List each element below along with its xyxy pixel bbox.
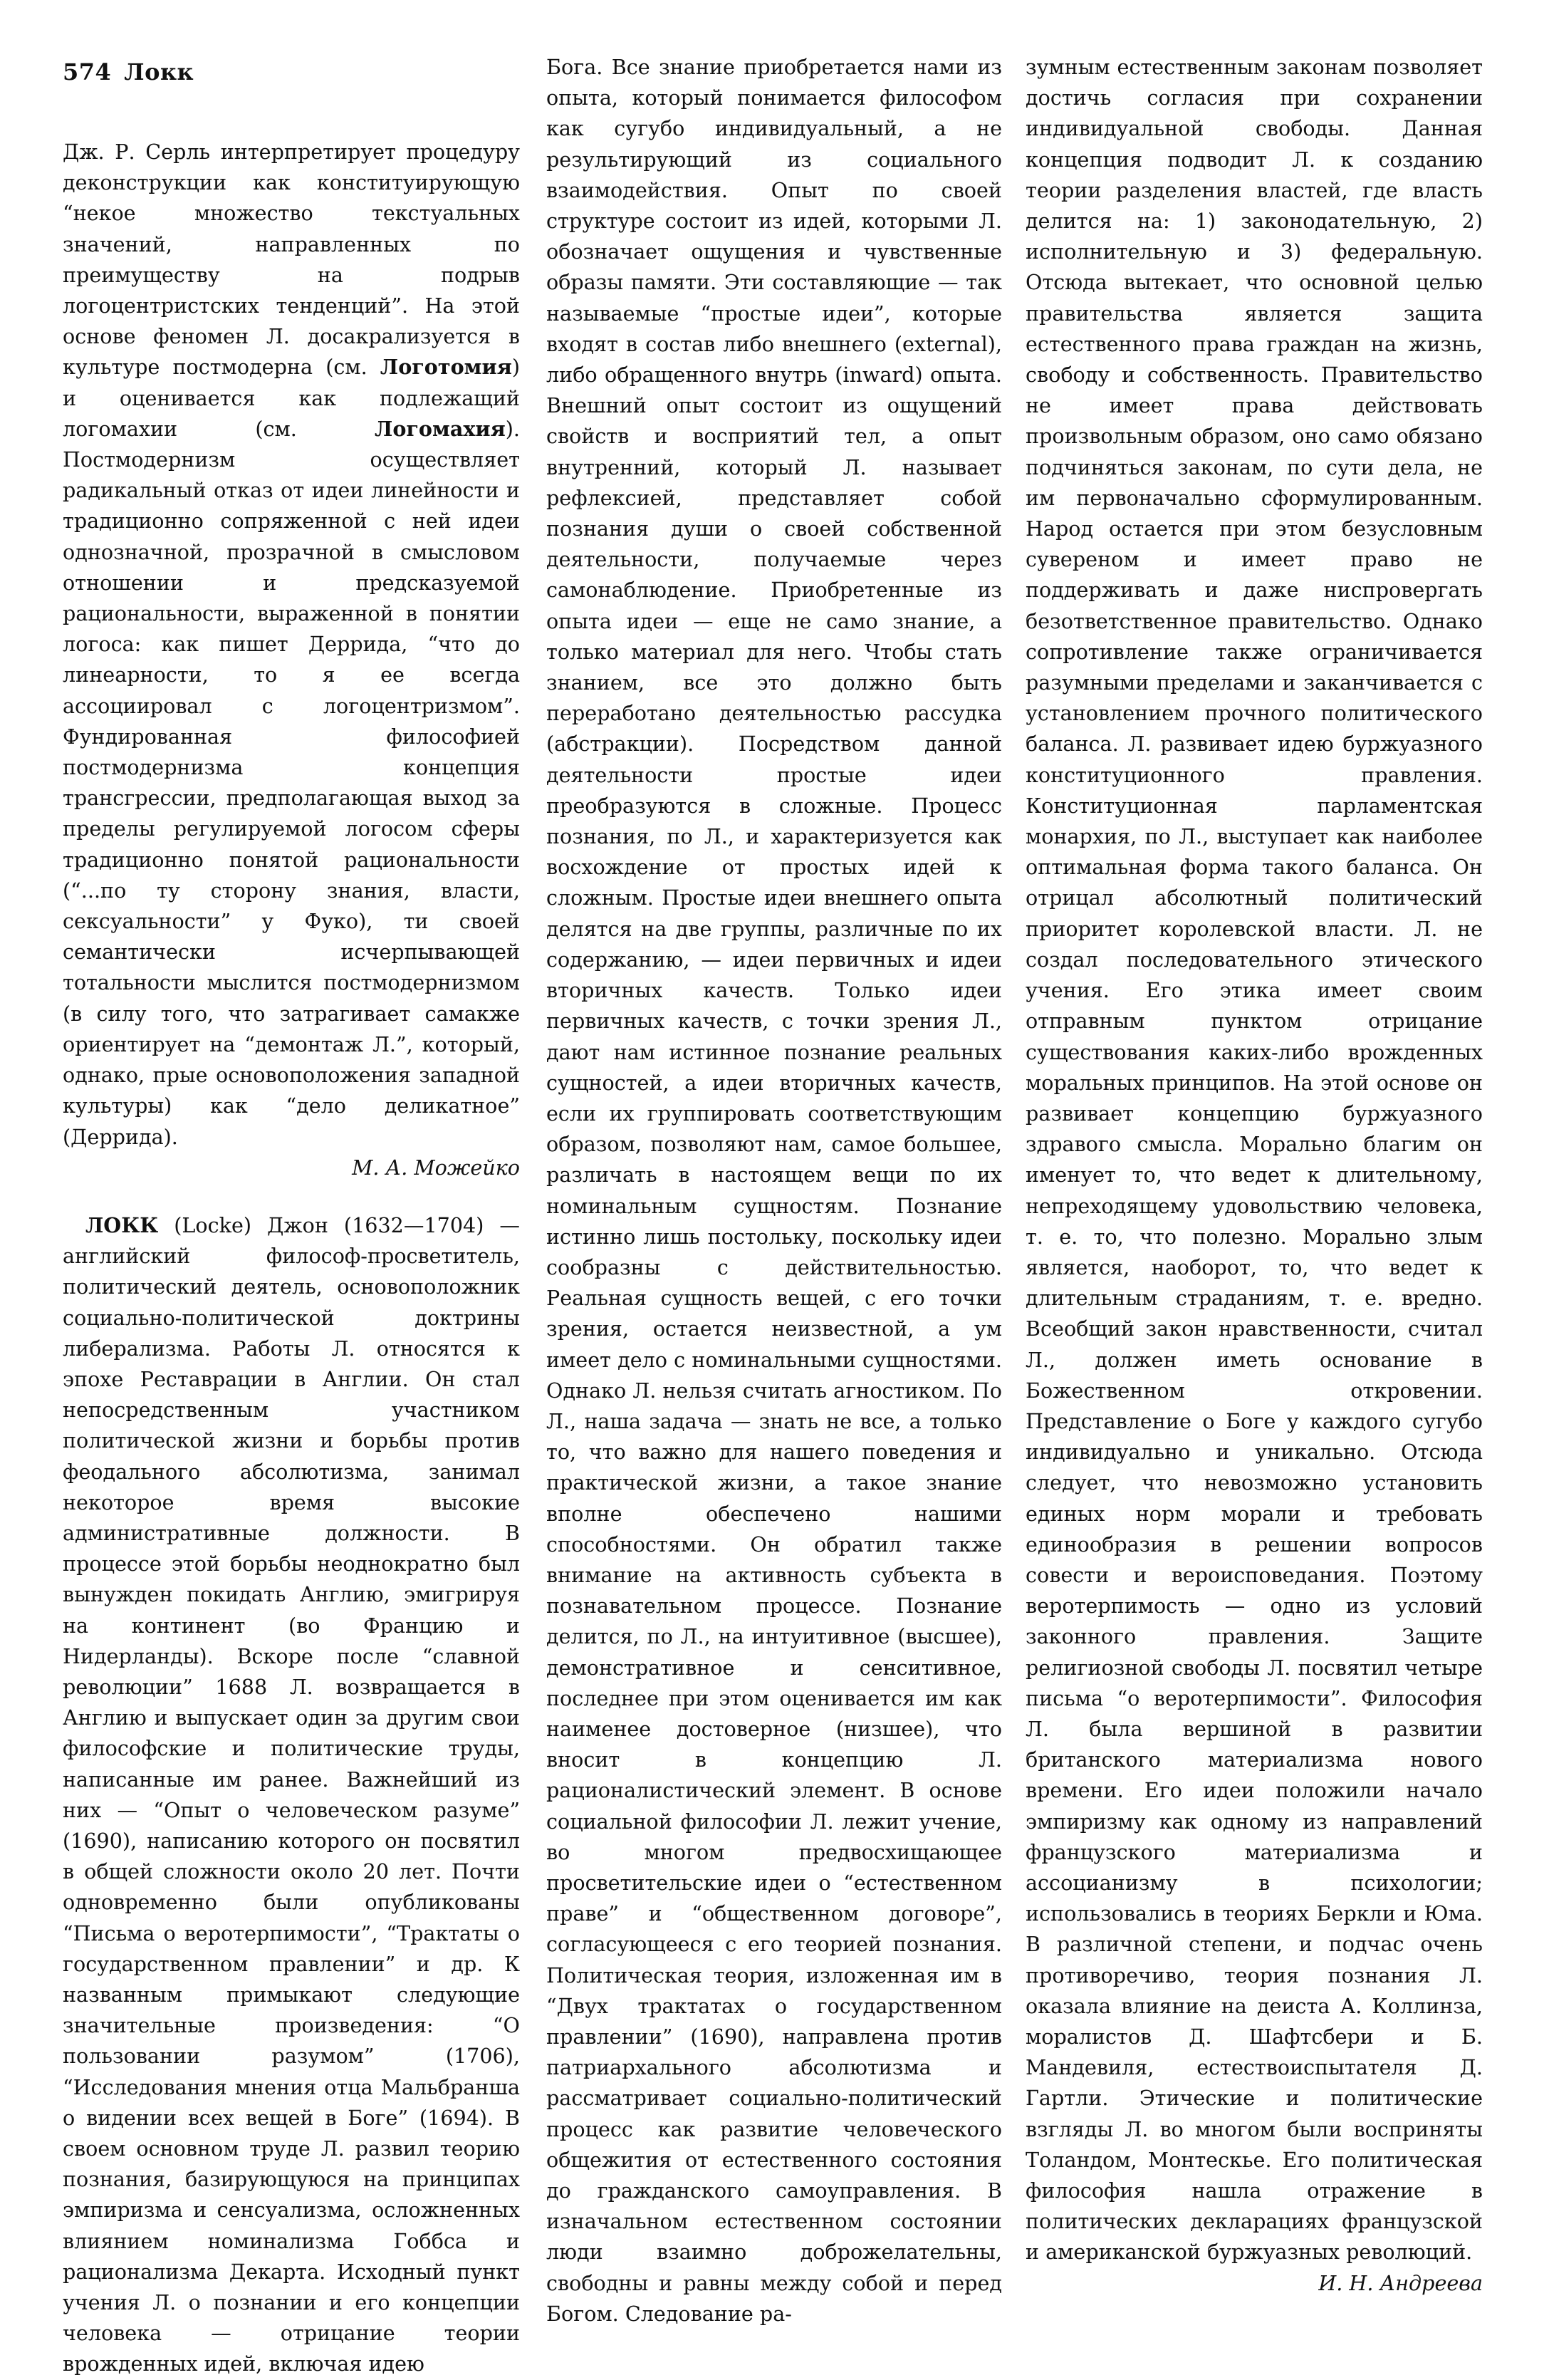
paragraph-text: Дж. Р. Серль интерпретирует процедуру деконструкции как конституирующую “некое множество текстуальных значений, направленных по преимуществу на подрыв логоцентристских тенденций”. На этой основе феномен Л. досакрализуется в культуре постмодерна (см.: [63, 140, 520, 380]
page-number: 574: [63, 58, 112, 85]
author-signature: М. А. Можейко: [352, 1155, 520, 1180]
column-3: [1026, 52, 1483, 2299]
running-title: Локк: [124, 58, 194, 85]
column-1: [63, 137, 520, 2380]
page-header: [63, 58, 194, 85]
entry-text: (Locke) Джон (1632—1704) — английский философ-просветитель, политический деятель, основоположник социально-политической доктрины либерализма. Работы Л. относятся к эпохе Реставрации в Англии. Он стал непосредственным участником политической жизни и борьбы против феодального абсолютизма, занимал некоторое время высокие административные должности. В процессе этой борьбы неоднократно был вынужден покидать Англию, эмигрируя на континент (во Францию и Нидерланды). Вскоре после “славной революции” 1688 Л. возвращается в Англию и выпускает один за другим свои философские и политические труды, написанные им ранее. Важнейший из них — “Опыт о человеческом разуме” (1690), написанию которого он посвятил в общей сложности около 20 лет. Почти одновременно были опубликованы “Письма о веротерпимости”, “Трактаты о государственном правлении” и др. К названным примыкают следующие значительные произведения: “О пользовании разумом” (1706), “Исследования мнения отца Мальбранша о видении всех вещей в Боге” (1694). В своем основном труде Л. развил теорию познания, базирующуюся на принципах эмпиризма и сенсуализма, осложненных влиянием номинализма Гоббса и рационализма Декарта. Исходный пункт учения Л. о познании и его концепции человека — отрицание теории врожденных идей, включая идею: [63, 1212, 520, 2376]
entry-text-continued: Бога. Все знание приобретается нами из опыта, который понимается философом как сугубо индивидуальный, а не результирующий из социального взаимодействия. Опыт по своей структуре состоит из идей, которыми Л. обозначает ощущения и чувственные образы памяти. Эти составляющие — так называемые “простые идеи”, которые входят в состав либо внешнего (external), либо обращенного внутрь (inward) опыта. Внешний опыт состоит из ощущений свойств и восприятий тел, а опыт внутренний, который Л. называет рефлексией, представляет собой познания души о своей собственной деятельности, получаемые через самонаблюдение. Приобретенные из опыта идеи — еще не само знание, а только материал для него. Чтобы стать знанием, все это должно быть переработано деятельностью рассудка (абстракции). Посредством данной деятельности простые идеи преобразуются в сложные. Процесс познания, по Л., и характеризуется как восхождение от простых идей к сложным. Простые идеи внешнего опыта делятся на две группы, различные по их содержанию, — идеи первичных и идеи вторичных качеств. Только идеи первичных качеств, с точки зрения Л., дают нам истинное познание реальных сущностей, а идеи вторичных качеств, если их группировать соответствующим образом, позволяют нам, самое большее, различать в настоящем вещи по их номинальным сущностям. Познание истинно лишь постольку, поскольку идеи сообразны с действительностью. Реальная сущность вещей, с его точки зрения, остается неизвестной, а ум имеет дело с номинальными сущностями. Однако Л. нельзя считать агностиком. По Л., наша задача — знать не все, а только то, что важно для нашего поведения и практической жизни, а такое знание вполне обеспечено нашими способностями. Он обратил также внимание на активность субъекта в познавательном процессе. Познание делится, по Л., на интуитивное (высшее), демонстративное и сенситивное, последнее при этом оценивается им как наименее достоверное (низшее), что вносит в концепцию Л. рационалистический элемент. В основе социальной философии Л. лежит учение, во многом предвосхищающее просветительские идеи о “естественном праве” и “общественном договоре”, согласующееся с его теорией познания. Политическая теория, изложенная им в “Двух трактатах о государственном правлении” (1690), направлена против патриархального абсолютизма и рассматривает социально-политический процесс как развитие человеческого общежития от естественного состояния до гражданского самоуправления. В изначальном естественном состоянии люди взаимно доброжелательны, свободны и равны между собой и перед Богом. Следование ра-: [546, 55, 1002, 2326]
author-signature: И. Н. Андреева: [1318, 2270, 1483, 2295]
paragraph-logocentrism: [63, 137, 520, 1153]
entry-text-continued: зумным естественным законам позволяет достичь согласия при сохранении индивидуальной свободы. Данная концепция подводит Л. к созданию теории разделения властей, где власть делится на: 1) законодательную, 2) исполнительную и 3) федеральную. Отсюда вытекает, что основной целью правительства является защита естественного права граждан на жизнь, свободу и собственность. Правительство не имеет права действовать произвольным образом, оно само обязано подчиняться законам, по сути дела, не им первоначально сформулированным. Народ остается при этом безусловным сувереном и имеет право не поддерживать и даже ниспровергать безответственное правительство. Однако сопротивление также ограничивается разумными пределами и заканчивается с установлением прочного политического баланса. Л. развивает идею буржуазного конституционного правления. Конституционная парламентская монархия, по Л., выступает как наиболее оптимальная форма такого баланса. Он отрицал абсолютный политический приоритет королевской власти. Л. не создал последовательного этического учения. Его этика имеет своим отправным пунктом отрицание существования каких-либо врожденных моральных принципов. На этой основе он развивает концепцию буржуазного здравого смысла. Морально благим он именует то, что ведет к длительному, непреходящему удовольствию человека, т. е. то, что полезно. Морально злым является, наоборот, то, что ведет к длительным страданиям, т. е. вредно. Всеобщий закон нравственности, считал Л., должен иметь основание в Божественном откровении. Представление о Боге у каждого сугубо индивидуально и уникально. Отсюда следует, что невозможно установить единых норм морали и требовать единообразия в решении вопросов совести и вероисповедания. Поэтому веротерпимость — одно из условий законного правления. Защите религиозной свободы Л. посвятил четыре письма “о веротерпимости”. Философия Л. была вершиной в развитии британского материализма нового времени. Его идеи положили начало эмпиризму как одному из направлений французского материализма и ассоцианизму в психологии; использовались в теориях Беркли и Юма. В различной степени, и подчас очень противоречиво, теория познания Л. оказала влияние на деиста А. Коллинза, моралистов Д. Шафтсбери и Б. Мандевиля, естествоиспытателя Д. Гартли. Этические и политические взгляды Л. во многом были восприняты Толандом, Монтескье. Его политическая философия нашла отражение в политических декларациях французской и американской буржуазных революций.: [1026, 55, 1483, 2265]
paragraph-text: ) и оценивается как подлежащий логомахии (см.: [63, 355, 520, 441]
entry-locke: [63, 1210, 520, 2380]
cross-reference-logotomia: Логотомия: [380, 355, 512, 380]
paragraph-text: ). Постмодернизм осуществляет радикальный отказ от идеи линейности и традиционно сопряженной с ней идеи однозначной, прозрачной в смысловом отношении и предсказуемой рациональности, выраженной в понятии логоса: как пишет Деррида, “что до линеарности, то я ее всегда ассоциировал с логоцентризмом”. Фундированная философией постмодернизма концепция трансгрессии, предполагающая выход за пределы регулируемой логосом сферы традиционно понятой рациональности (“...по ту сторону знания, власти, сексуальности” у Фуко), ти своей семантически исчерпывающей тотальности мыслится постмодернизмом (в силу того, что затрагивает самакже ориентирует на “демонтаж Л.”, который, однако, прые основоположения западной культуры) как “дело деликатное” (Деррида).: [63, 416, 520, 1149]
cross-reference-logomachia: Логомахия: [375, 416, 506, 441]
entry-title: ЛОКК: [85, 1212, 159, 1237]
column-2: [546, 52, 1002, 2329]
